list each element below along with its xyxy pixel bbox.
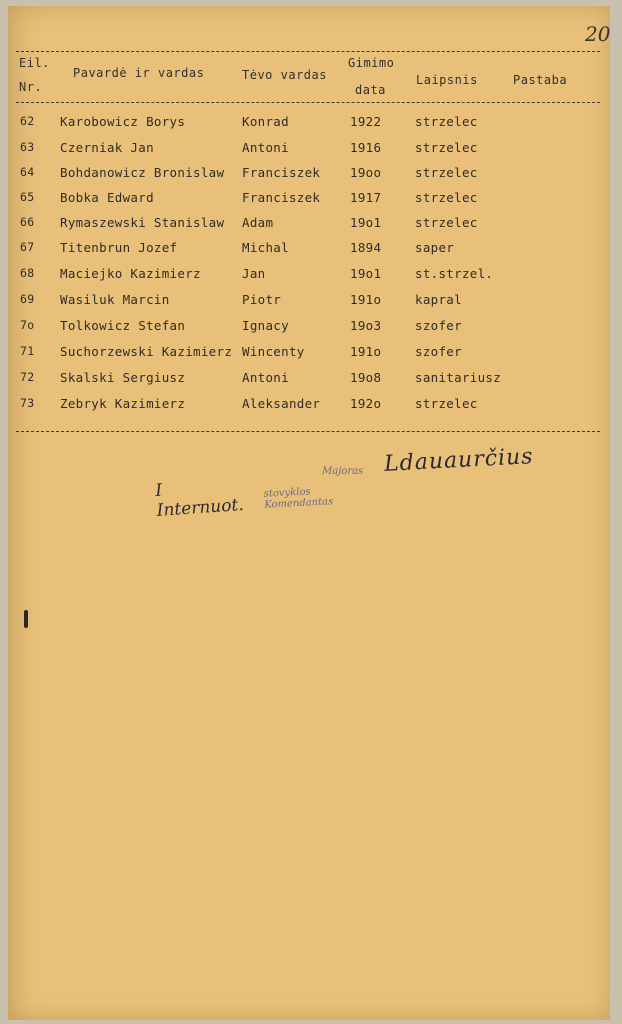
cell-nr: 64 bbox=[20, 165, 35, 179]
cell-rank: strzelec bbox=[415, 396, 478, 411]
table-row bbox=[8, 190, 610, 214]
header-name: Pavardė ir vardas bbox=[73, 66, 205, 80]
cell-name: Skalski Sergiusz bbox=[60, 370, 186, 385]
handwritten-signature: Ldauaurčius bbox=[383, 444, 535, 477]
cell-nr: 7o bbox=[20, 318, 35, 332]
cell-name: Bobka Edward bbox=[60, 190, 154, 205]
cell-name: Wasiluk Marcin bbox=[60, 292, 170, 307]
cell-year: 1894 bbox=[350, 240, 382, 255]
cell-name: Bohdanowicz Bronislaw bbox=[60, 165, 225, 180]
cell-nr: 73 bbox=[20, 396, 35, 410]
cell-nr: 65 bbox=[20, 190, 35, 204]
table-row bbox=[8, 215, 610, 239]
cell-rank: strzelec bbox=[415, 190, 478, 205]
cell-nr: 66 bbox=[20, 215, 35, 229]
commandant-stamp: stovyklos Komendantas bbox=[263, 486, 334, 511]
cell-name: Tolkowicz Stefan bbox=[60, 318, 186, 333]
cell-nr: 62 bbox=[20, 114, 35, 128]
table-row bbox=[8, 140, 610, 164]
table-row bbox=[8, 344, 610, 368]
cell-father: Konrad bbox=[242, 114, 289, 129]
cell-father: Jan bbox=[242, 266, 266, 281]
cell-father: Aleksander bbox=[242, 396, 321, 411]
cell-year: 192o bbox=[350, 396, 382, 411]
cell-nr: 72 bbox=[20, 370, 35, 384]
cell-year: 19oo bbox=[350, 165, 382, 180]
table-row bbox=[8, 292, 610, 316]
cell-name: Zebryk Kazimierz bbox=[60, 396, 186, 411]
cell-nr: 67 bbox=[20, 240, 35, 254]
cell-year: 19o1 bbox=[350, 266, 382, 281]
cell-father: Ignacy bbox=[242, 318, 289, 333]
header-divider bbox=[16, 102, 600, 103]
cell-year: 19o1 bbox=[350, 215, 382, 230]
header-birth-line2: data bbox=[355, 83, 386, 97]
bottom-divider bbox=[16, 431, 600, 432]
table-row bbox=[8, 318, 610, 342]
table-row bbox=[8, 165, 610, 189]
cell-name: Czerniak Jan bbox=[60, 140, 154, 155]
cell-father: Wincenty bbox=[242, 344, 305, 359]
cell-rank: szofer bbox=[415, 318, 462, 333]
cell-father: Franciszek bbox=[242, 165, 321, 180]
page-number: 20 bbox=[585, 22, 611, 46]
cell-rank: strzelec bbox=[415, 215, 478, 230]
cell-name: Maciejko Kazimierz bbox=[60, 266, 201, 281]
header-father: Tėvo vardas bbox=[242, 68, 327, 82]
document-page bbox=[8, 6, 610, 1020]
cell-rank: strzelec bbox=[415, 114, 478, 129]
cell-name: Titenbrun Jozef bbox=[60, 240, 178, 255]
cell-name: Suchorzewski Kazimierz bbox=[60, 344, 233, 359]
cell-year: 191o bbox=[350, 292, 382, 307]
cell-year: 1916 bbox=[350, 140, 382, 155]
cell-rank: saper bbox=[415, 240, 455, 255]
cell-father: Antoni bbox=[242, 370, 289, 385]
cell-year: 191o bbox=[350, 344, 382, 359]
cell-year: 19o3 bbox=[350, 318, 382, 333]
table-row bbox=[8, 396, 610, 420]
cell-father: Antoni bbox=[242, 140, 289, 155]
cell-father: Piotr bbox=[242, 292, 282, 307]
cell-rank: strzelec bbox=[415, 165, 478, 180]
cell-rank: strzelec bbox=[415, 140, 478, 155]
cell-nr: 68 bbox=[20, 266, 35, 280]
handwritten-camp-label: I Internuot. bbox=[154, 480, 245, 521]
margin-mark bbox=[24, 610, 28, 628]
cell-year: 19o8 bbox=[350, 370, 382, 385]
rank-stamp: Majoras bbox=[322, 466, 364, 477]
cell-father: Michal bbox=[242, 240, 289, 255]
cell-name: Karobowicz Borys bbox=[60, 114, 186, 129]
cell-rank: szofer bbox=[415, 344, 462, 359]
cell-father: Adam bbox=[242, 215, 274, 230]
cell-nr: 71 bbox=[20, 344, 35, 358]
header-birth-line1: Gimimo bbox=[348, 56, 395, 70]
header-rank: Laipsnis bbox=[416, 73, 478, 87]
header-nr-line2: Nr. bbox=[19, 80, 43, 94]
top-divider bbox=[16, 51, 600, 52]
header-nr-line1: Eil. bbox=[19, 56, 50, 70]
table-row bbox=[8, 370, 610, 394]
cell-father: Franciszek bbox=[242, 190, 321, 205]
cell-nr: 69 bbox=[20, 292, 35, 306]
cell-rank: kapral bbox=[415, 292, 462, 307]
cell-name: Rymaszewski Stanislaw bbox=[60, 215, 225, 230]
table-row bbox=[8, 240, 610, 264]
cell-rank: st.strzel. bbox=[415, 266, 494, 281]
cell-rank: sanitariusz bbox=[415, 370, 502, 385]
table-row bbox=[8, 114, 610, 138]
table-row bbox=[8, 266, 610, 290]
cell-year: 1917 bbox=[350, 190, 382, 205]
cell-year: 1922 bbox=[350, 114, 382, 129]
header-note: Pastaba bbox=[513, 73, 568, 87]
cell-nr: 63 bbox=[20, 140, 35, 154]
